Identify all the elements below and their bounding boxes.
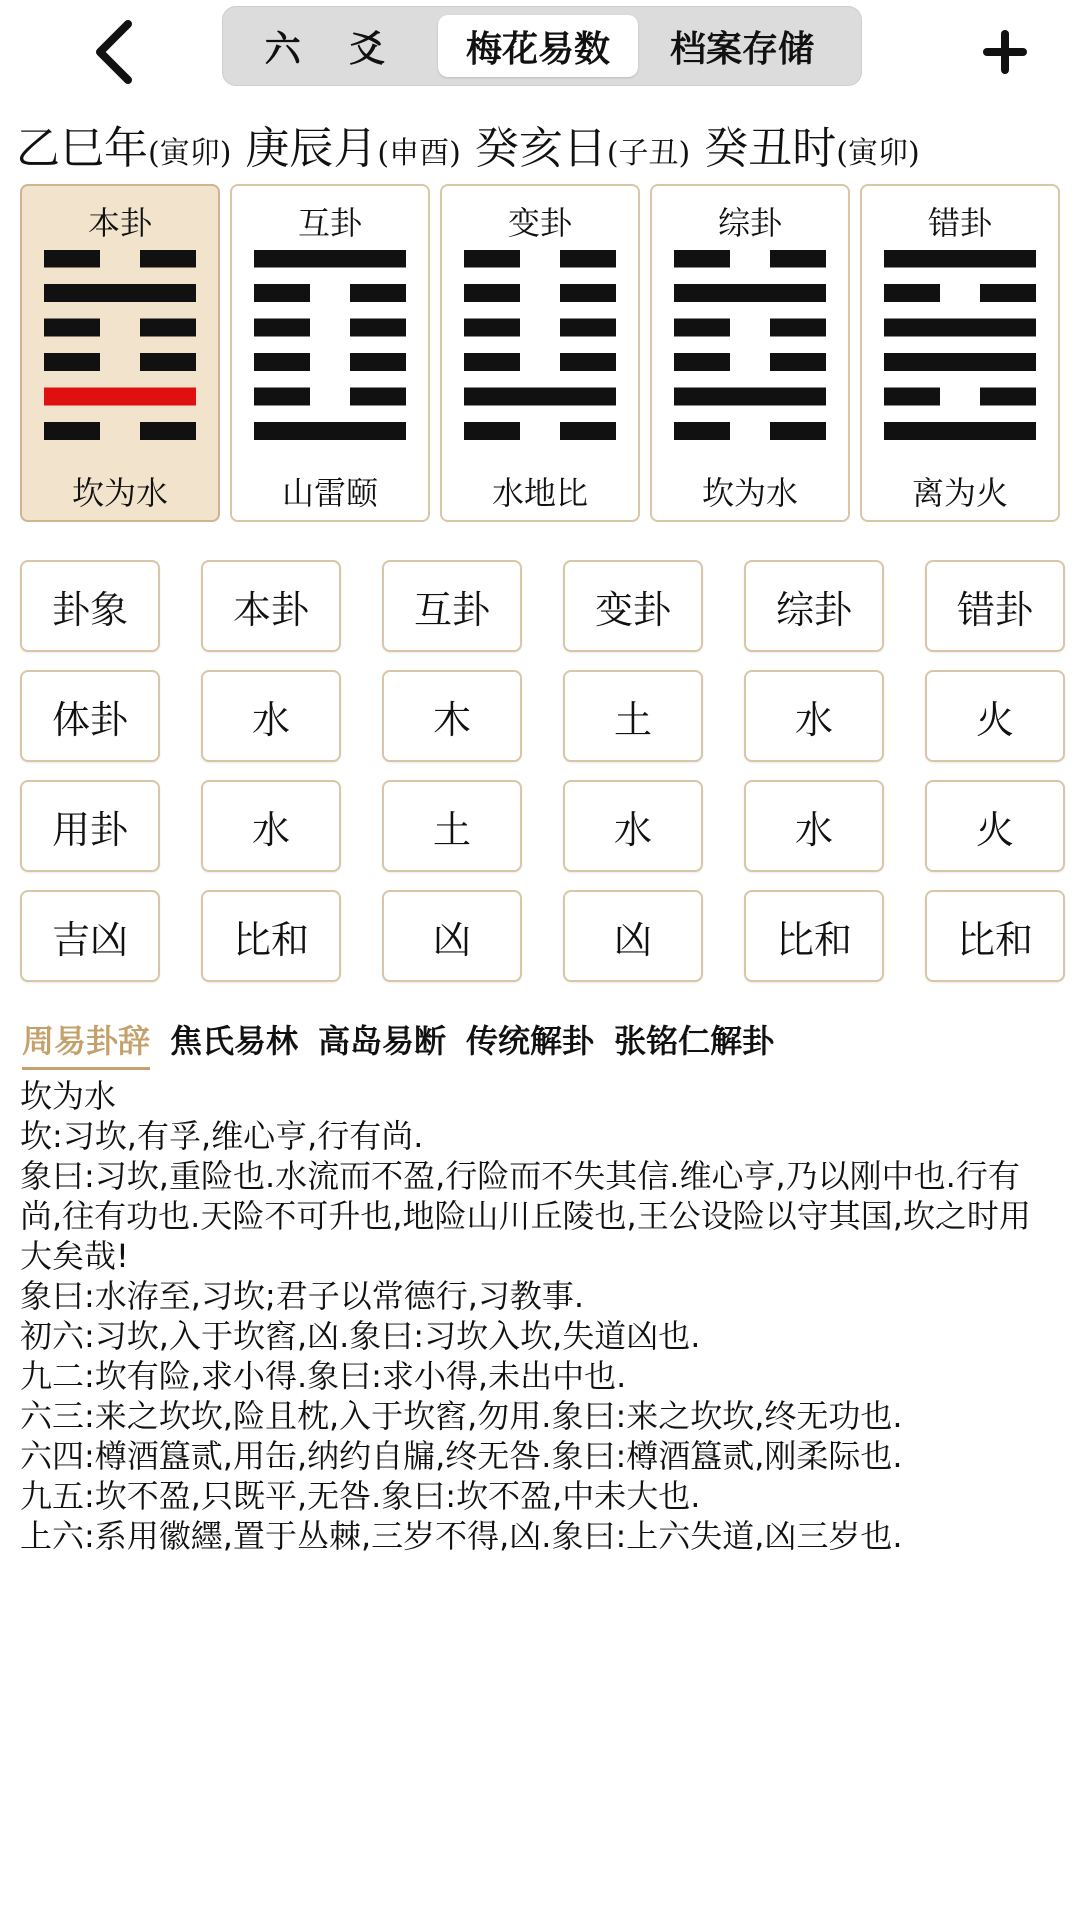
- grid-cell[interactable]: 比和: [201, 890, 341, 982]
- grid-cell[interactable]: 凶: [382, 890, 522, 982]
- yin-line: [140, 319, 196, 337]
- yin-line: [560, 422, 616, 440]
- chevron-left-icon: [80, 12, 150, 92]
- card-hexagram-name: 水地比: [491, 474, 588, 512]
- yin-line: [770, 353, 826, 371]
- hexagram-card-cuo[interactable]: [860, 184, 1060, 522]
- yin-line: [464, 422, 520, 440]
- add-button[interactable]: [970, 12, 1040, 92]
- card-title: 互卦: [297, 204, 362, 242]
- tab-zhouyi[interactable]: 周易卦辞: [22, 1016, 150, 1070]
- card-hexagram-name: 离为火: [911, 474, 1008, 512]
- yin-line: [770, 319, 826, 337]
- yin-line: [560, 284, 616, 302]
- hexagram-icon: [464, 250, 616, 440]
- interpretation-tabs: [22, 1016, 1062, 1072]
- text-line: 六三:来之坎坎,险且枕,入于坎窞,勿用.象曰:来之坎坎,终无功也.: [20, 1397, 903, 1435]
- yin-line: [140, 250, 196, 268]
- yin-line: [560, 250, 616, 268]
- text-line: 九二:坎有险,求小得.象曰:求小得,未出中也.: [20, 1357, 627, 1395]
- yin-line: [770, 422, 826, 440]
- tab-chuantong[interactable]: 传统解卦: [466, 1022, 595, 1060]
- yin-line: [44, 422, 100, 440]
- grid-cell[interactable]: 土: [563, 670, 703, 762]
- grid-cell-header[interactable]: 变卦: [563, 560, 703, 652]
- text-line: 初六:习坎,入于坎窞,凶.象曰:习坎入坎,失道凶也.: [20, 1317, 701, 1355]
- text-line: 象曰:水洊至,习坎;君子以常德行,习教事.: [20, 1277, 585, 1315]
- grid-cell-header[interactable]: 综卦: [744, 560, 884, 652]
- tab-gaodao[interactable]: 高岛易断: [318, 1022, 447, 1060]
- day-kongwang: (子丑): [606, 136, 691, 171]
- mode-segmented-control: [222, 6, 862, 86]
- yin-line: [674, 319, 730, 337]
- card-title: 本卦: [87, 204, 152, 242]
- yin-line: [884, 284, 940, 302]
- tab-jiaoshi[interactable]: 焦氏易林: [170, 1022, 299, 1060]
- wuxing-grid: [20, 560, 1064, 990]
- text-line: 象曰:习坎,重险也.水流而不盈,行险而不失其信.维心亨,乃以刚中也.行有尚,往有功也.天险不可升也,地险山川丘陵也,王公设险以守其国,坎之时用大矣哉!: [20, 1157, 1031, 1275]
- yang-line: [44, 388, 196, 406]
- grid-cell[interactable]: 土: [382, 780, 522, 872]
- yang-line: [254, 422, 406, 440]
- card-hexagram-name: 坎为水: [71, 474, 168, 512]
- yin-line: [464, 319, 520, 337]
- yin-line: [980, 388, 1036, 406]
- yin-line: [464, 353, 520, 371]
- card-hexagram-name: 坎为水: [701, 474, 798, 512]
- year-kongwang: (寅卯): [148, 136, 232, 171]
- yin-line: [350, 319, 406, 337]
- yang-line: [674, 388, 826, 406]
- yin-line: [254, 319, 310, 337]
- header: [0, 0, 1080, 110]
- grid-cell[interactable]: 木: [382, 670, 522, 762]
- text-line: 六四:樽酒簋贰,用缶,纳约自牖,终无咎.象曰:樽酒簋贰,刚柔际也.: [20, 1437, 903, 1475]
- yin-line: [350, 353, 406, 371]
- grid-cell[interactable]: 火: [925, 670, 1065, 762]
- card-hexagram-name: 山雷颐: [281, 474, 378, 512]
- yang-line: [884, 353, 1036, 371]
- yang-line: [254, 250, 406, 268]
- grid-cell[interactable]: 水: [201, 780, 341, 872]
- text-line: 九五:坎不盈,只既平,无咎.象曰:坎不盈,中未大也.: [20, 1477, 701, 1515]
- yin-line: [770, 250, 826, 268]
- yang-line: [674, 284, 826, 302]
- grid-cell[interactable]: 水: [744, 780, 884, 872]
- tab-meihua[interactable]: 梅花易数: [438, 15, 638, 77]
- card-title: 变卦: [507, 204, 572, 242]
- yin-line: [674, 250, 730, 268]
- grid-cell-row-label[interactable]: 吉凶: [20, 890, 160, 982]
- hexagram-icon: [254, 250, 406, 440]
- plus-icon: [970, 12, 1040, 92]
- grid-cell[interactable]: 火: [925, 780, 1065, 872]
- hexagram-icon: [884, 250, 1036, 440]
- yang-line: [44, 284, 196, 302]
- text-line: 上六:系用徽纆,置于丛棘,三岁不得,凶.象曰:上六失道,凶三岁也.: [20, 1517, 903, 1555]
- year-ganzhi: 乙巳年: [16, 123, 148, 174]
- yin-line: [140, 422, 196, 440]
- yang-line: [884, 422, 1036, 440]
- yin-line: [464, 250, 520, 268]
- text-line: 坎为水: [20, 1077, 117, 1115]
- yin-line: [674, 422, 730, 440]
- grid-cell[interactable]: 凶: [563, 890, 703, 982]
- yin-line: [674, 353, 730, 371]
- card-title: 综卦: [717, 204, 782, 242]
- grid-cell-header[interactable]: 错卦: [925, 560, 1065, 652]
- yin-line: [254, 353, 310, 371]
- grid-cell-header[interactable]: 本卦: [201, 560, 341, 652]
- hour-kongwang: (寅卯): [836, 136, 920, 171]
- hexagram-cards: [20, 184, 1062, 524]
- hexagram-card-bian[interactable]: [440, 184, 640, 522]
- yin-line: [350, 388, 406, 406]
- hour-ganzhi: 癸丑时: [704, 123, 837, 174]
- grid-cell[interactable]: 水: [563, 780, 703, 872]
- yin-line: [884, 388, 940, 406]
- grid-cell-row-label[interactable]: 用卦: [20, 780, 160, 872]
- yang-line: [884, 319, 1036, 337]
- yin-line: [560, 319, 616, 337]
- yin-line: [140, 353, 196, 371]
- month-ganzhi: 庚辰月: [245, 123, 378, 174]
- grid-cell-row-label[interactable]: 体卦: [20, 670, 160, 762]
- interpretation-text: [20, 1076, 1060, 1556]
- month-kongwang: (申酉): [377, 136, 461, 171]
- yin-line: [254, 388, 310, 406]
- grid-cell-header[interactable]: 卦象: [20, 560, 160, 652]
- yin-line: [980, 284, 1036, 302]
- yin-line: [464, 284, 520, 302]
- ganzhi-date: [16, 112, 1076, 182]
- yin-line: [44, 250, 100, 268]
- day-ganzhi: 癸亥日: [474, 123, 607, 174]
- hexagram-icon: [674, 250, 826, 440]
- tab-liuyao[interactable]: 六 爻: [264, 28, 404, 70]
- yin-line: [350, 284, 406, 302]
- grid-cell[interactable]: 水: [201, 670, 341, 762]
- yang-line: [884, 250, 1036, 268]
- grid-cell[interactable]: 比和: [744, 890, 884, 982]
- hexagram-card-hu[interactable]: [230, 184, 430, 522]
- hexagram-card-zong[interactable]: [650, 184, 850, 522]
- text-line: 坎:习坎,有孚,维心亨,行有尚.: [20, 1117, 424, 1155]
- yin-line: [560, 353, 616, 371]
- yin-line: [254, 284, 310, 302]
- grid-cell-header[interactable]: 互卦: [382, 560, 522, 652]
- yang-line: [464, 388, 616, 406]
- back-button[interactable]: [80, 12, 150, 92]
- yin-line: [44, 353, 100, 371]
- hexagram-card-ben[interactable]: [20, 184, 220, 522]
- tab-zhangmingren[interactable]: 张铭仁解卦: [614, 1022, 775, 1060]
- hexagram-icon: [44, 250, 196, 440]
- grid-cell[interactable]: 比和: [925, 890, 1065, 982]
- grid-cell[interactable]: 水: [744, 670, 884, 762]
- card-title: 错卦: [927, 204, 992, 242]
- tab-archive[interactable]: 档案存储: [669, 28, 814, 70]
- yin-line: [44, 319, 100, 337]
